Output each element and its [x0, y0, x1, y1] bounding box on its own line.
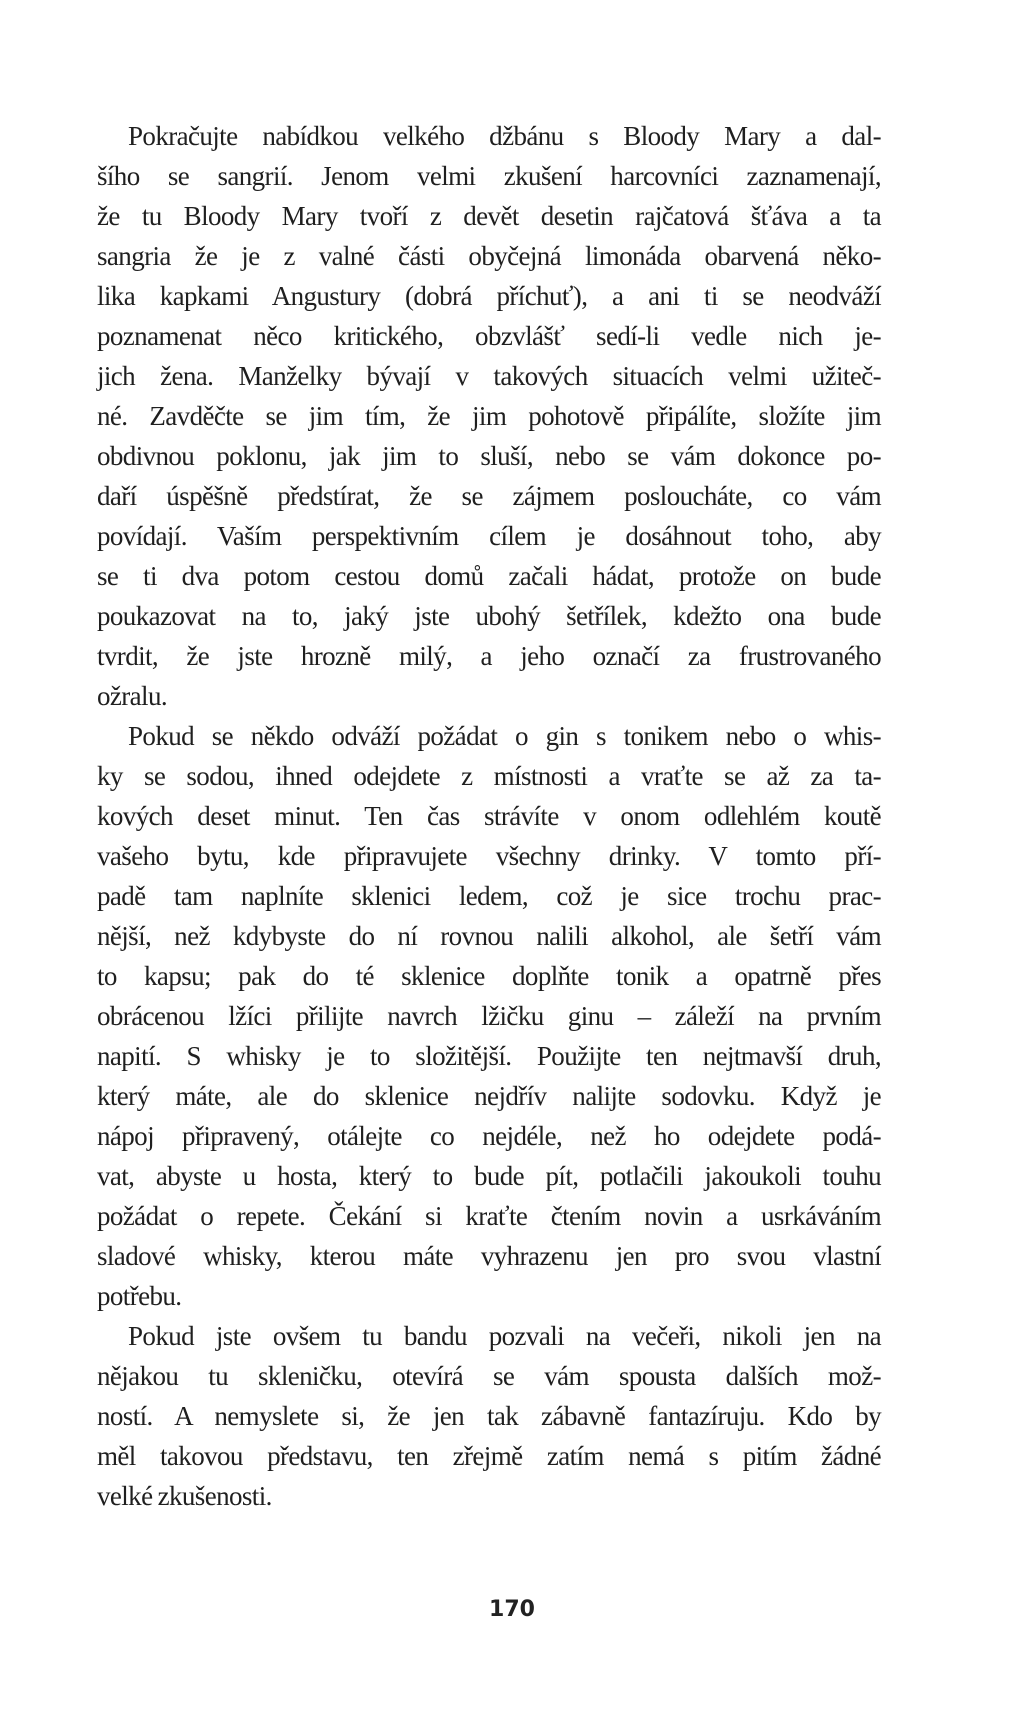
text-line: Pokud se někdo odváží požádat o gin s tonikem nebo o whis- [128, 721, 881, 751]
text-line: vašeho bytu, kde připravujete všechny drinky. V tomto pří- [97, 841, 881, 871]
text-line: velké zkušenosti. [97, 1481, 272, 1511]
body-text [97, 116, 881, 1516]
paragraph [97, 1316, 881, 1516]
text-line: poznamenat něco kritického, obzvlášť sedí-li vedle nich je- [97, 321, 881, 351]
text-line: nápoj připravený, otálejte co nejdéle, než ho odejdete podá- [97, 1121, 881, 1151]
text-line: požádat o repete. Čekání si kraťte čtením novin a usrkáváním [97, 1201, 881, 1231]
text-line: jich žena. Manželky bývají v takových situacích velmi užiteč- [97, 361, 881, 391]
text-line: lika kapkami Angustury (dobrá příchuť), a ani ti se neodváží [97, 281, 881, 311]
text-line: šího se sangrií. Jenom velmi zkušení harcovníci zaznamenají, [97, 161, 881, 191]
text-line: se ti dva potom cestou domů začali hádat, protože on bude [97, 561, 881, 591]
text-line: nější, než kdybyste do ní rovnou nalili alkohol, ale šetří vám [97, 921, 881, 951]
text-line: Pokračujte nabídkou velkého džbánu s Bloody Mary a dal- [128, 121, 881, 151]
text-line: Pokud jste ovšem tu bandu pozvali na večeři, nikoli jen na [128, 1321, 881, 1351]
page-number: 170 [489, 1597, 535, 1622]
text-line: tvrdit, že jste hrozně milý, a jeho označí za frustrovaného [97, 641, 881, 671]
text-line: měl takovou představu, ten zřejmě zatím nemá s pitím žádné [97, 1441, 881, 1471]
text-line: sladové whisky, kterou máte vyhrazenu jen pro svou vlastní [97, 1241, 881, 1271]
text-line: padě tam naplníte sklenici ledem, což je sice trochu prac- [97, 881, 881, 911]
text-line: povídají. Vaším perspektivním cílem je dosáhnout toho, aby [97, 521, 881, 551]
text-line: vat, abyste u hosta, který to bude pít, potlačili jakoukoli touhu [97, 1161, 881, 1191]
text-line: ožralu. [97, 681, 168, 711]
text-line: ky se sodou, ihned odejdete z místnosti a vraťte se až za ta- [97, 761, 881, 791]
text-line: né. Zavděčte se jim tím, že jim pohotově připálíte, složíte jim [97, 401, 881, 431]
text-line: sangria že je z valné části obyčejná limonáda obarvená něko- [97, 241, 881, 271]
text-line: obrácenou lžíci přilijte navrch lžičku ginu – záleží na prvním [97, 1001, 881, 1031]
text-line: daří úspěšně předstírat, že se zájmem posloucháte, co vám [97, 481, 881, 511]
text-line: potřebu. [97, 1281, 182, 1311]
text-line: to kapsu; pak do té sklenice doplňte tonik a opatrně přes [97, 961, 881, 991]
text-line: poukazovat na to, jaký jste ubohý šetřílek, kdežto ona bude [97, 601, 881, 631]
text-line: nějakou tu skleničku, otevírá se vám spousta dalších mož- [97, 1361, 881, 1391]
text-line: ností. A nemyslete si, že jen tak zábavně fantazíruju. Kdo by [97, 1401, 881, 1431]
text-line: kových deset minut. Ten čas strávíte v onom odlehlém koutě [97, 801, 881, 831]
text-line: obdivnou poklonu, jak jim to sluší, nebo se vám dokonce po- [97, 441, 881, 471]
paragraph [97, 716, 881, 1316]
text-line: že tu Bloody Mary tvoří z devět desetin rajčatová šťáva a ta [97, 201, 881, 231]
text-line: napití. S whisky je to složitější. Použijte ten nejtmavší druh, [97, 1041, 881, 1071]
text-line: který máte, ale do sklenice nejdřív nalijte sodovku. Když je [97, 1081, 881, 1111]
paragraph [97, 116, 881, 716]
